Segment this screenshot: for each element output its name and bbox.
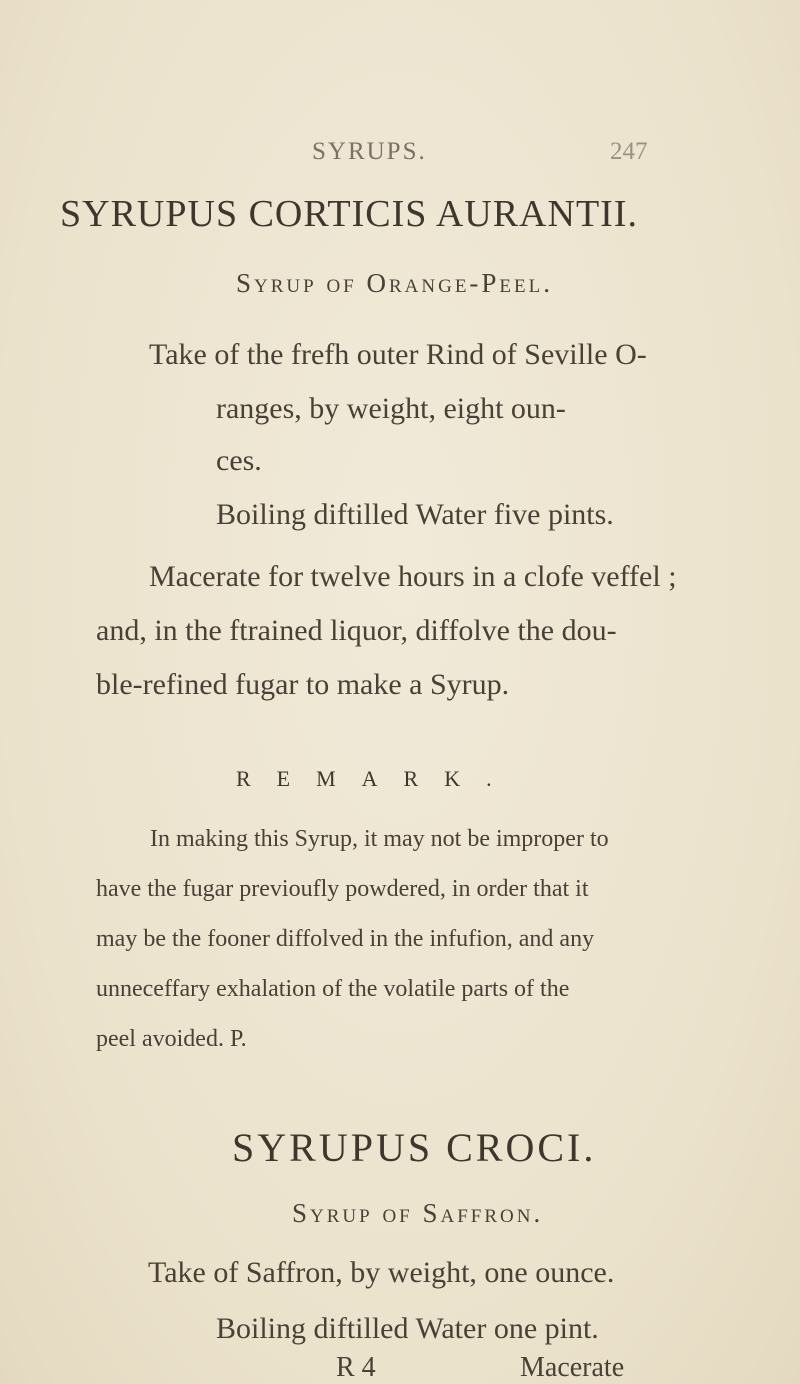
section-title-croci: SYRUPUS CROCI. (232, 1125, 597, 1170)
remark-heading: REMARK. (236, 766, 518, 791)
method-line: Macerate for twelve hours in a clofe veffel ; (149, 560, 677, 593)
running-head: SYRUPS. (312, 138, 427, 165)
signature-mark: R 4 (336, 1352, 376, 1383)
remark-line: may be the fooner diffolved in the infufion, and any (96, 926, 595, 952)
section-subtitle-saffron: Syrup of Saffron. (292, 1198, 544, 1228)
recipe-line: ces. (216, 444, 262, 477)
catchword: Macerate (520, 1352, 625, 1383)
recipe-line: Boiling diftilled Water one pint. (216, 1312, 599, 1345)
section-title-aurantii: SYRUPUS CORTICIS AURANTII. (60, 193, 638, 235)
recipe-line: ranges, by weight, eight oun- (216, 392, 566, 425)
remark-line: peel avoided. P. (96, 1026, 247, 1052)
recipe-line: Boiling diftilled Water five pints. (216, 498, 614, 531)
remark-line: unneceffary exhalation of the volatile parts of the (96, 976, 570, 1002)
page-number: 247 (610, 138, 648, 165)
method-line: ble-refined fugar to make a Syrup. (96, 668, 510, 701)
remark-line: have the fugar previoufly powdered, in order that it (96, 876, 589, 902)
remark-line: In making this Syrup, it may not be improper to (150, 826, 609, 852)
recipe-line: Take of Saffron, by weight, one ounce. (148, 1256, 615, 1289)
section-subtitle-orange-peel: Syrup of Orange-Peel. (236, 268, 554, 298)
method-line: and, in the ftrained liquor, diffolve the dou- (96, 614, 617, 647)
recipe-line: Take of the frefh outer Rind of Seville O- (149, 338, 647, 371)
